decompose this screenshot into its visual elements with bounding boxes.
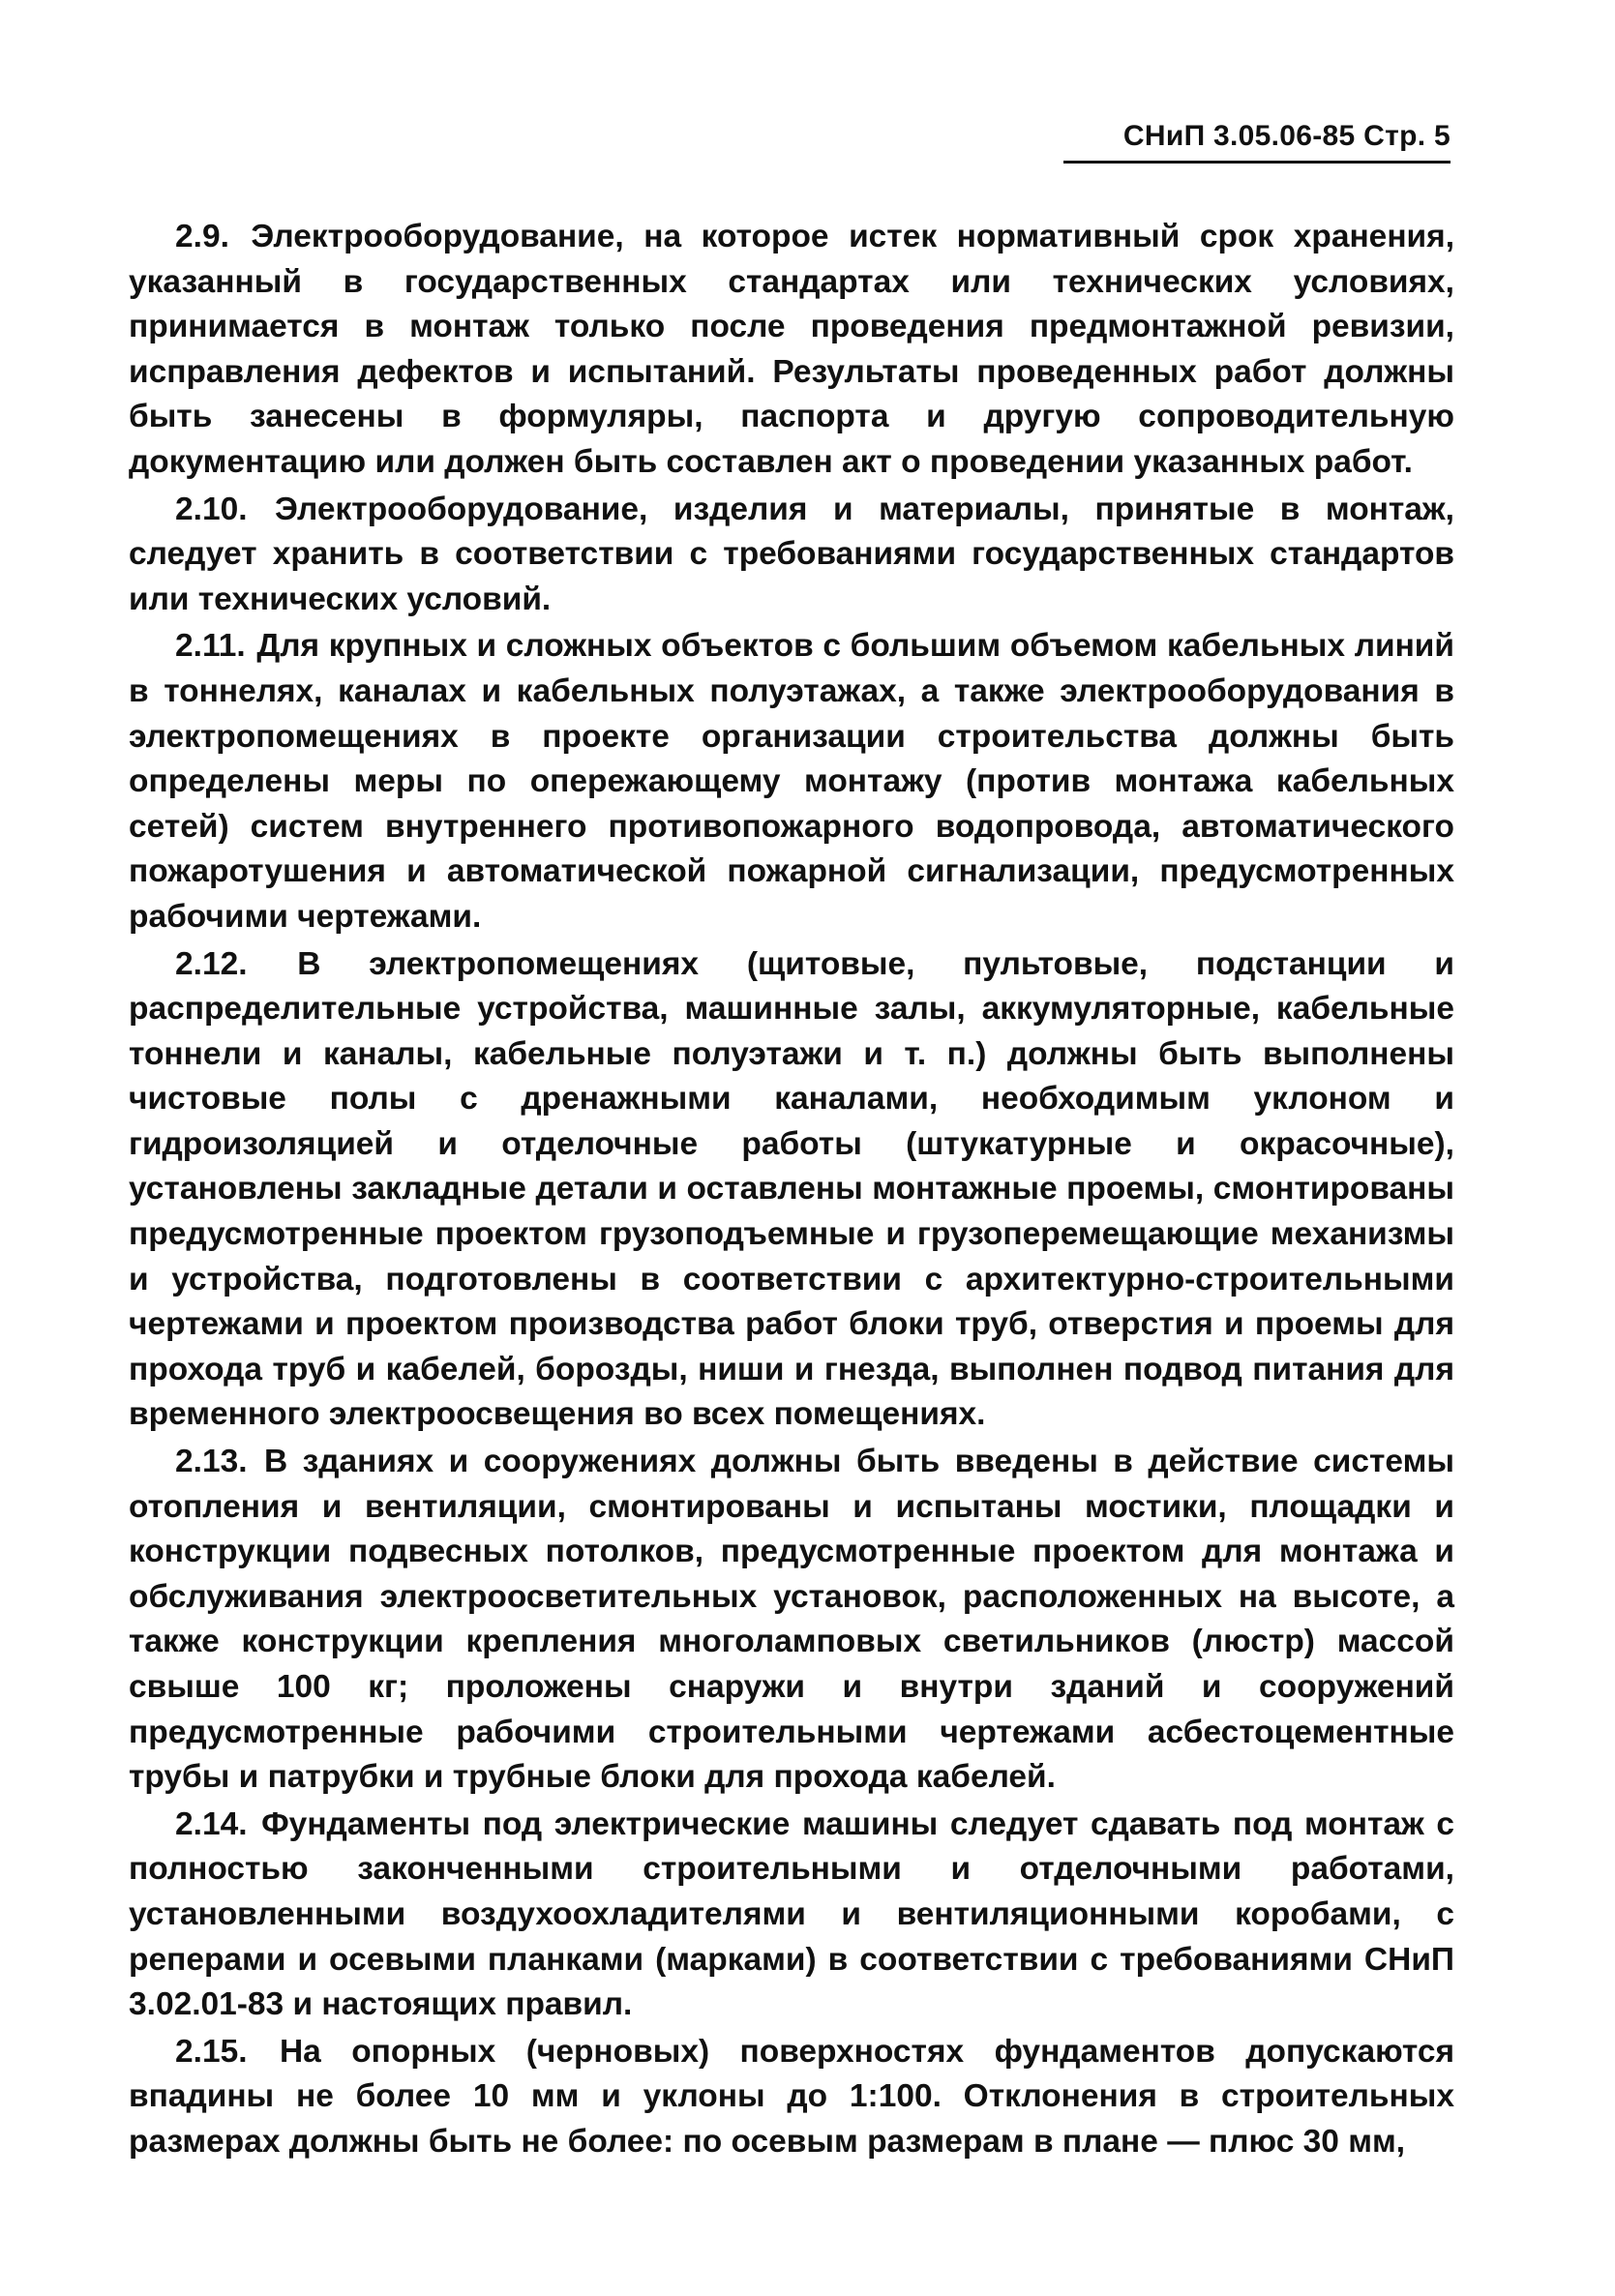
paragraph-number: 2.14. bbox=[175, 1805, 248, 1842]
paragraph-2-14 bbox=[129, 1803, 1454, 2028]
paragraph-2-12 bbox=[129, 942, 1454, 1439]
paragraph-2-9 bbox=[129, 215, 1454, 486]
paragraph-text: Электрооборудование, изделия и материалы, принятые в монтаж, следует хранить в соответствии с требованиями государственных стандартов или технических условий. bbox=[129, 491, 1454, 617]
paragraph-2-13 bbox=[129, 1440, 1454, 1801]
paragraph-number: 2.12. bbox=[175, 945, 248, 982]
paragraph-number: 2.15. bbox=[175, 2033, 248, 2070]
document-body bbox=[129, 215, 1454, 2167]
paragraph-text: Фундаменты под электрические машины следует сдавать под монтаж с полностью законченными строительными и отделочными работами, установленными воздухоохладителями и вентиляционными коробами, с реперами и осевыми планками (марками) в соответствии с требованиями СНиП 3.02.01-83 и настоящих правил. bbox=[129, 1805, 1454, 2023]
paragraph-number: 2.10. bbox=[175, 491, 248, 527]
paragraph-text: Для крупных и сложных объектов с большим объемом кабельных линий в тоннелях, каналах и кабельных полуэтажах, а также электрооборудования в электропомещениях в проекте организации строительства должны быть определены меры по опережающему монтажу (против монтажа кабельных сетей) систем внутреннего противопожарного водопровода, автоматического пожаротушения и автоматической пожарной сигнализации, предусмотренных рабочими чертежами. bbox=[129, 628, 1454, 935]
paragraph-number: 2.11. bbox=[175, 628, 246, 665]
paragraph-2-11 bbox=[129, 624, 1454, 939]
paragraph-text: В зданиях и сооружениях должны быть введены в действие системы отопления и вентиляции, смонтированы и испытаны мостики, площадки и конструкции подвесных потолков, предусмотренные проектом для монтажа и обслуживания электроосветительных установок, расположенных на высоте, а также конструкции крепления многоламповых светильников (люстр) массой свыше 100 кг; проложены снаружи и внутри зданий и сооружений предусмотренные рабочими строительными чертежами асбестоцементные трубы и патрубки и трубные блоки для прохода кабелей. bbox=[129, 1444, 1454, 1796]
paragraph-number: 2.9. bbox=[175, 219, 229, 254]
page-header: СНиП 3.05.06-85 Стр. 5 bbox=[1063, 120, 1451, 164]
paragraph-number: 2.13. bbox=[175, 1444, 248, 1480]
paragraph-text: В электропомещениях (щитовые, пультовые, подстанции и распределительные устройства, машинные залы, аккумуляторные, кабельные тоннели и каналы, кабельные полуэтажи и т. п.) должны быть выполнены чистовые полы с дренажными каналами, необходимым уклоном и гидроизоляцией и отделочные работы (штукатурные и окрасочные), установлены закладные детали и оставлены монтажные проемы, смонтированы предусмотренные проектом грузоподъемные и грузоперемещающие механизмы и устройства, подготовлены в соответствии с архитектурно-строительными чертежами и проектом производства работ блоки труб, отверстия и проемы для прохода труб и кабелей, борозды, ниши и гнезда, выполнен подвод питания для временного электроосвещения во всех помещениях. bbox=[129, 945, 1455, 1433]
paragraph-text: На опорных (черновых) поверхностях фундаментов допускаются впадины не более 10 мм и уклоны до 1:100. Отклонения в строительных размерах должны быть не более: по осевым размерам в плане — плюс 30 мм, bbox=[129, 2033, 1454, 2160]
paragraph-2-15 bbox=[129, 2030, 1454, 2165]
paragraph-text: Электрооборудование, на которое истек нормативный срок хранения, указанный в государственных стандартах или технических условиях, принимается в монтаж только после проведения предмонтажной ревизии, исправления дефектов и испытаний. Результаты проведенных работ должны быть занесены в формуляры, паспорта и другую сопроводительную документацию или должен быть составлен акт о проведении указанных работ. bbox=[129, 219, 1454, 480]
paragraph-2-10 bbox=[129, 488, 1454, 623]
